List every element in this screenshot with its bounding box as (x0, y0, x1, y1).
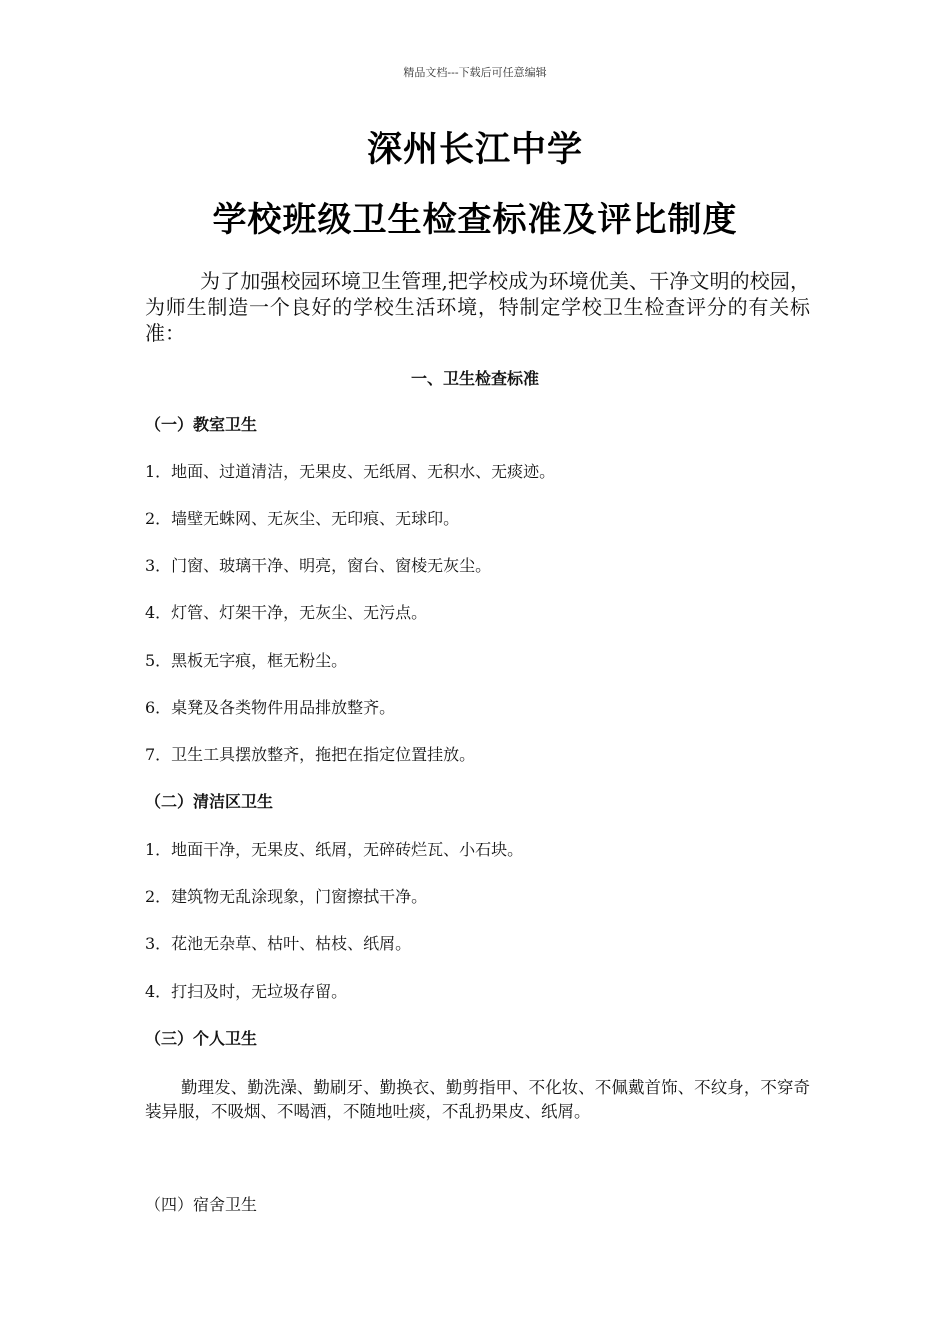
personal-hygiene-paragraph: 勤理发、勤洗澡、勤刷牙、勤换衣、勤剪指甲、不化妆、不佩戴首饰、不纹身，不穿奇装异服，不吸烟、不喝酒，不随地吐痰，不乱扔果皮、纸屑。 (145, 1078, 810, 1121)
list-item: 4．灯管、灯架干净，无灰尘、无污点。 (145, 603, 428, 622)
list-item: 5．黑板无字痕，框无粉尘。 (145, 651, 348, 670)
list-item: 1．地面、过道清洁，无果皮、无纸屑、无积水、无痰迹。 (145, 462, 556, 481)
list-item: 2．建筑物无乱涂现象，门窗擦拭干净。 (145, 887, 428, 906)
list-item: 1．地面干净，无果皮、纸屑，无碎砖烂瓦、小石块。 (145, 840, 524, 859)
intro-paragraph: 为了加强校园环境卫生管理,把学校成为环境优美、干净文明的校园，为师生制造一个良好的学校生活环境，特制定学校卫生检查评分的有关标准： (145, 269, 810, 345)
subheading-dormitory: （四）宿舍卫生 (145, 1195, 258, 1214)
list-item: 3．花池无杂草、枯叶、枯枝、纸屑。 (145, 934, 412, 953)
list-item: 7．卫生工具摆放整齐，拖把在指定位置挂放。 (145, 745, 476, 764)
list-item: 4．打扫及时，无垃圾存留。 (145, 982, 348, 1001)
subheading-classroom: （一）教室卫生 (145, 415, 258, 434)
list-item: 6．桌凳及各类物件用品排放整齐。 (145, 698, 396, 717)
subheading-cleaning-area: （二）清洁区卫生 (145, 792, 274, 811)
list-item: 2．墙壁无蛛网、无灰尘、无印痕、无球印。 (145, 509, 460, 528)
page-header: 精品文档---下载后可任意编辑 (403, 66, 547, 79)
list-item: 3．门窗、玻璃干净、明亮，窗台、窗棱无灰尘。 (145, 556, 492, 575)
school-title: 深州长江中学 (366, 130, 583, 170)
subheading-personal: （三）个人卫生 (145, 1029, 258, 1048)
section-heading-standards: 一、卫生检查标准 (410, 369, 539, 388)
document-title: 学校班级卫生检查标准及评比制度 (212, 200, 738, 240)
